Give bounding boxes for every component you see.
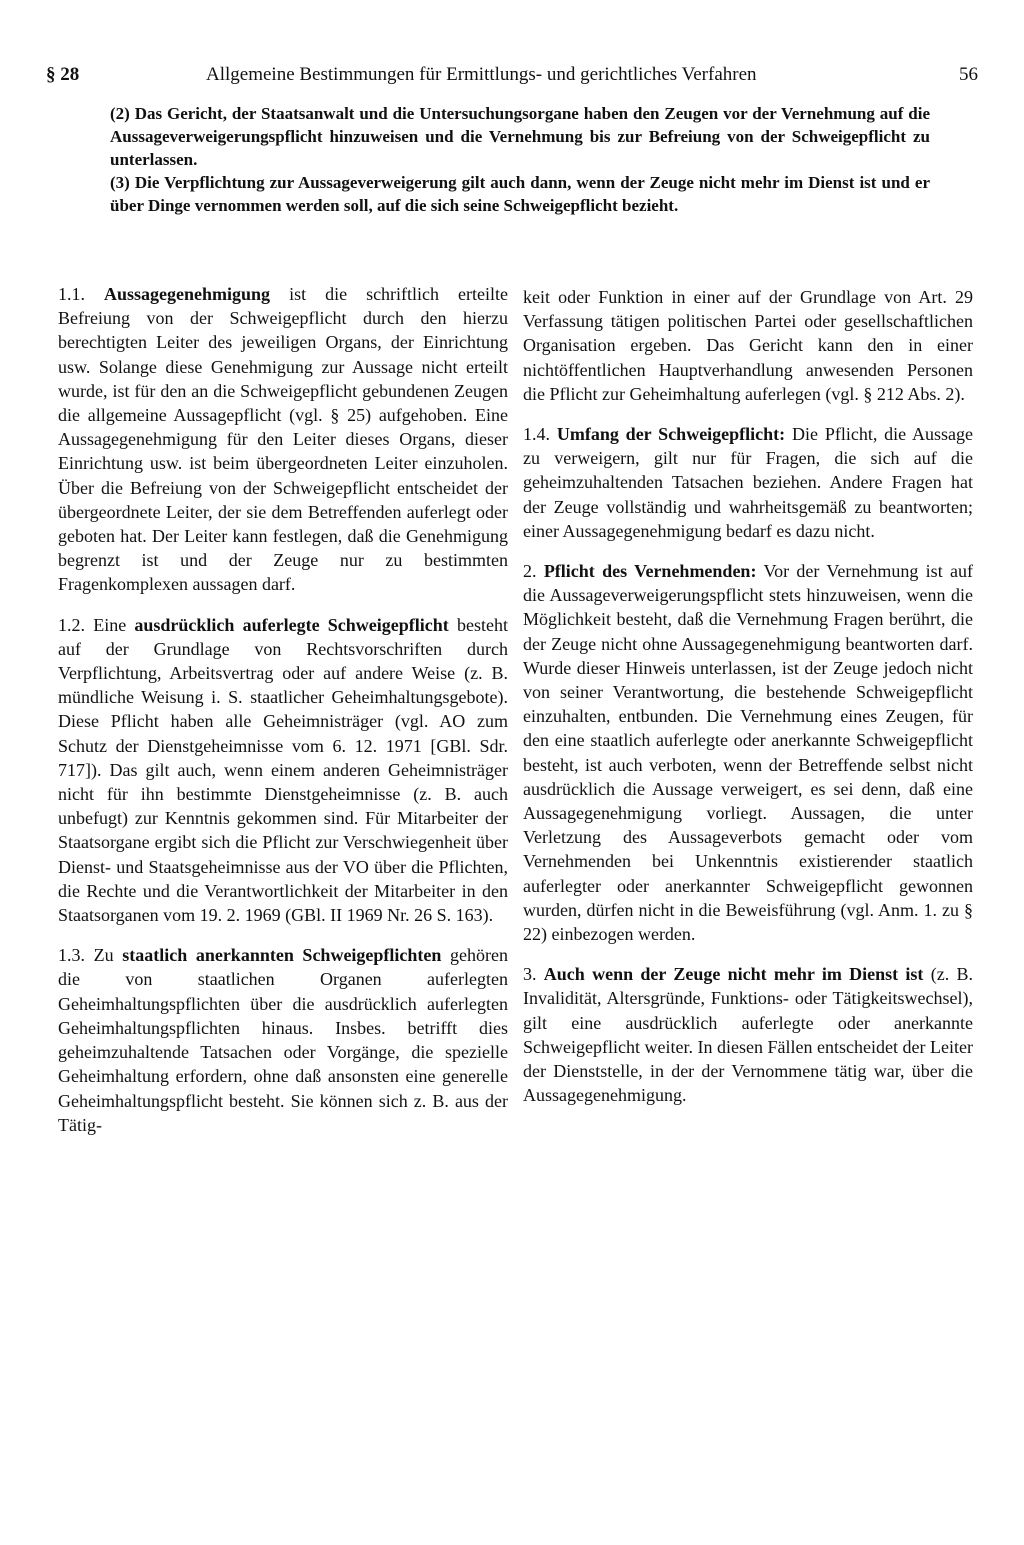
- right-column: [523, 285, 973, 1124]
- annotation-text: Vor der Vernehmung ist auf die Aussageverweigerungspflicht stets hinzuweisen, wenn die Möglichkeit besteht, daß die Vernehmung Fragen berührt, die der Zeuge nicht ohne Aussagegenehmigung beantworten darf. Wurde dieser Hinweis unterlassen, ist der Zeuge jedoch nicht von seiner Verantwortung, die bestehende Schweigepflicht einzuhalten, entbunden. Die Vernehmung eines Zeugen, für den eine staatlich auferlegte oder anerkannte Schweigepflicht besteht, ist auch verboten, wenn der Betreffende selbst nicht ausdrücklich die Aussage verweigert, es sei denn, daß eine Aussagegenehmigung vorliegt. Aussagen, die unter Verletzung des Aussageverbots gemacht oder vom Vernehmenden bei Unkenntnis existierender staatlich auferlegter oder anerkannter Schweigepflicht gewonnen wurden, dürfen nicht in die Beweisführung (vgl. Anm. 1. zu § 22) einbezogen werden.: [523, 561, 973, 945]
- header-title: Allgemeine Bestimmungen für Ermittlungs- und gerichtliches Verfahren: [206, 64, 757, 85]
- annotation-prefix: Eine: [93, 614, 127, 635]
- annotation-number: 2.: [523, 561, 537, 582]
- running-header: [46, 62, 978, 88]
- annotation-prefix: Zu: [93, 945, 114, 966]
- annotation-heading: ausdrücklich auferlegte Schweigepflicht: [134, 614, 449, 635]
- annotation-1-4: [523, 422, 973, 543]
- annotation-1-1: [58, 282, 508, 597]
- left-column: [58, 282, 508, 1153]
- statute-text: [110, 102, 930, 217]
- annotation-1-2: [58, 613, 508, 928]
- annotation-1-3: [58, 943, 508, 1137]
- annotation-1-3-continued: [523, 285, 973, 406]
- annotation-text: Die Pflicht, die Aussage zu verweigern, gilt nur für Fragen, die sich auf die geheimzuhaltenden Tatsachen beziehen. Andere Fragen hat der Zeuge vollständig und wahrheitsgemäß zu beantworten; einer Aussagegenehmigung bedarf es dazu nicht.: [523, 424, 973, 541]
- statute-paragraph-2: (2) Das Gericht, der Staatsanwalt und die Untersuchungsorgane haben den Zeugen vor der Vernehmung auf die Aussageverweigerungspflicht hinzuweisen und die Vernehmung bis zur Befreiung von der Schweigepflicht zu unterlassen.: [110, 104, 930, 169]
- annotation-heading: staatlich anerkannten Schweigepflichten: [122, 945, 442, 966]
- statute-paragraph-3: (3) Die Verpflichtung zur Aussageverweigerung gilt auch dann, wenn der Zeuge nicht mehr im Dienst ist und er über Dinge vernommen werden soll, auf die sich seine Schweigepflicht bezieht.: [110, 173, 930, 215]
- annotation-text: (z. B. Invalidität, Altersgründe, Funktions- oder Tätigkeitswechsel), gilt eine ausdrücklich auferlegte oder anerkannte Schweigepflicht weiter. In diesen Fällen entscheidet der Leiter der Dienststelle, in der der Vernommene tätig war, über die Aussagegenehmigung.: [523, 964, 974, 1106]
- annotation-number: 1.4.: [523, 424, 550, 445]
- annotation-3: [523, 962, 973, 1107]
- annotation-text: gehören die von staatlichen Organen auferlegten Geheimhaltungspflichten über die ausdrücklich auferlegten Geheimhaltungspflichten hinaus. Insbes. betrifft dies geheimzuhaltende Tatsachen oder Vorgänge, die spezielle Geheimhaltung erfordern, ohne daß ansonsten eine generelle Geheimhaltungspflicht besteht. Sie können sich z. B. aus der Tätig-: [58, 945, 509, 1135]
- annotation-heading: Pflicht des Vernehmenden:: [543, 561, 757, 582]
- page-number: 56: [959, 64, 978, 85]
- annotation-text: keit oder Funktion in einer auf der Grundlage von Art. 29 Verfassung tätigen politischen Partei oder gesellschaftlichen Organisation ergeben. Das Gericht kann den in einer nichtöffentlichen Hauptverhandlung anwesenden Personen die Pflicht zur Geheimhaltung auferlegen (vgl. § 212 Abs. 2).: [523, 287, 973, 404]
- annotation-text: besteht auf der Grundlage von Rechtsvorschriften durch Verpflichtung, Arbeitsvertrag oder auf andere Weise (z. B. mündliche Weisung i. S. staatlicher Geheimhaltungsgebote). Diese Pflicht haben alle Geheimnisträger (vgl. AO zum Schutz der Dienstgeheimnisse vom 6. 12. 1971 [GBl. Sdr. 717]). Das gilt auch, wenn einem anderen Geheimnisträger nicht für ihn bestimmte Dienstgeheimnisse (z. B. auch unbefugt) zur Kenntnis gekommen sind. Für Mitarbeiter der Staatsorgane ergibt sich die Pflicht zur Verschwiegenheit über Dienst- und Staatsgeheimnisse aus der VO über die Pflichten, die Rechte und die Verantwortlichkeit der Mitarbeiter in den Staatsorganen vom 19. 2. 1969 (GBl. II 1969 Nr. 26 S. 163).: [58, 614, 508, 926]
- annotation-heading: Aussagegenehmigung: [104, 284, 271, 304]
- annotation-heading: Auch wenn der Zeuge nicht mehr im Dienst ist: [543, 964, 924, 985]
- annotation-text: ist die schriftlich erteilte Befreiung von der Schweigepflicht durch den hierzu berechtigten Leiter des jeweiligen Organs, der Einrichtung usw. Solange diese Genehmigung zur Aussage nicht erteilt wurde, ist für den an die Schweigepflicht gebundenen Zeugen die allgemeine Aussagepflicht (vgl. § 25) aufgehoben. Eine Aussagegenehmigung für den Leiter dieses Organs, dieser Einrichtung usw. ist beim übergeordneten Leiter einzuholen. Über die Befreiung von der Schweigepflicht entscheidet der übergeordnete Leiter, der sie dem Betreffenden auferlegt oder geboten hat. Der Leiter kann festlegen, daß die Genehmigung begrenzt ist und der Zeuge nur zu bestimmten Fragenkomplexen aussagen darf.: [58, 284, 509, 595]
- annotation-number: 3.: [523, 964, 537, 985]
- header-section-number: § 28: [46, 64, 80, 85]
- annotation-number: 1.3.: [58, 945, 85, 966]
- annotation-heading: Umfang der Schweigepflicht:: [556, 424, 786, 445]
- annotation-number: 1.1.: [58, 284, 85, 304]
- annotation-2: [523, 559, 973, 946]
- annotation-number: 1.2.: [58, 614, 85, 635]
